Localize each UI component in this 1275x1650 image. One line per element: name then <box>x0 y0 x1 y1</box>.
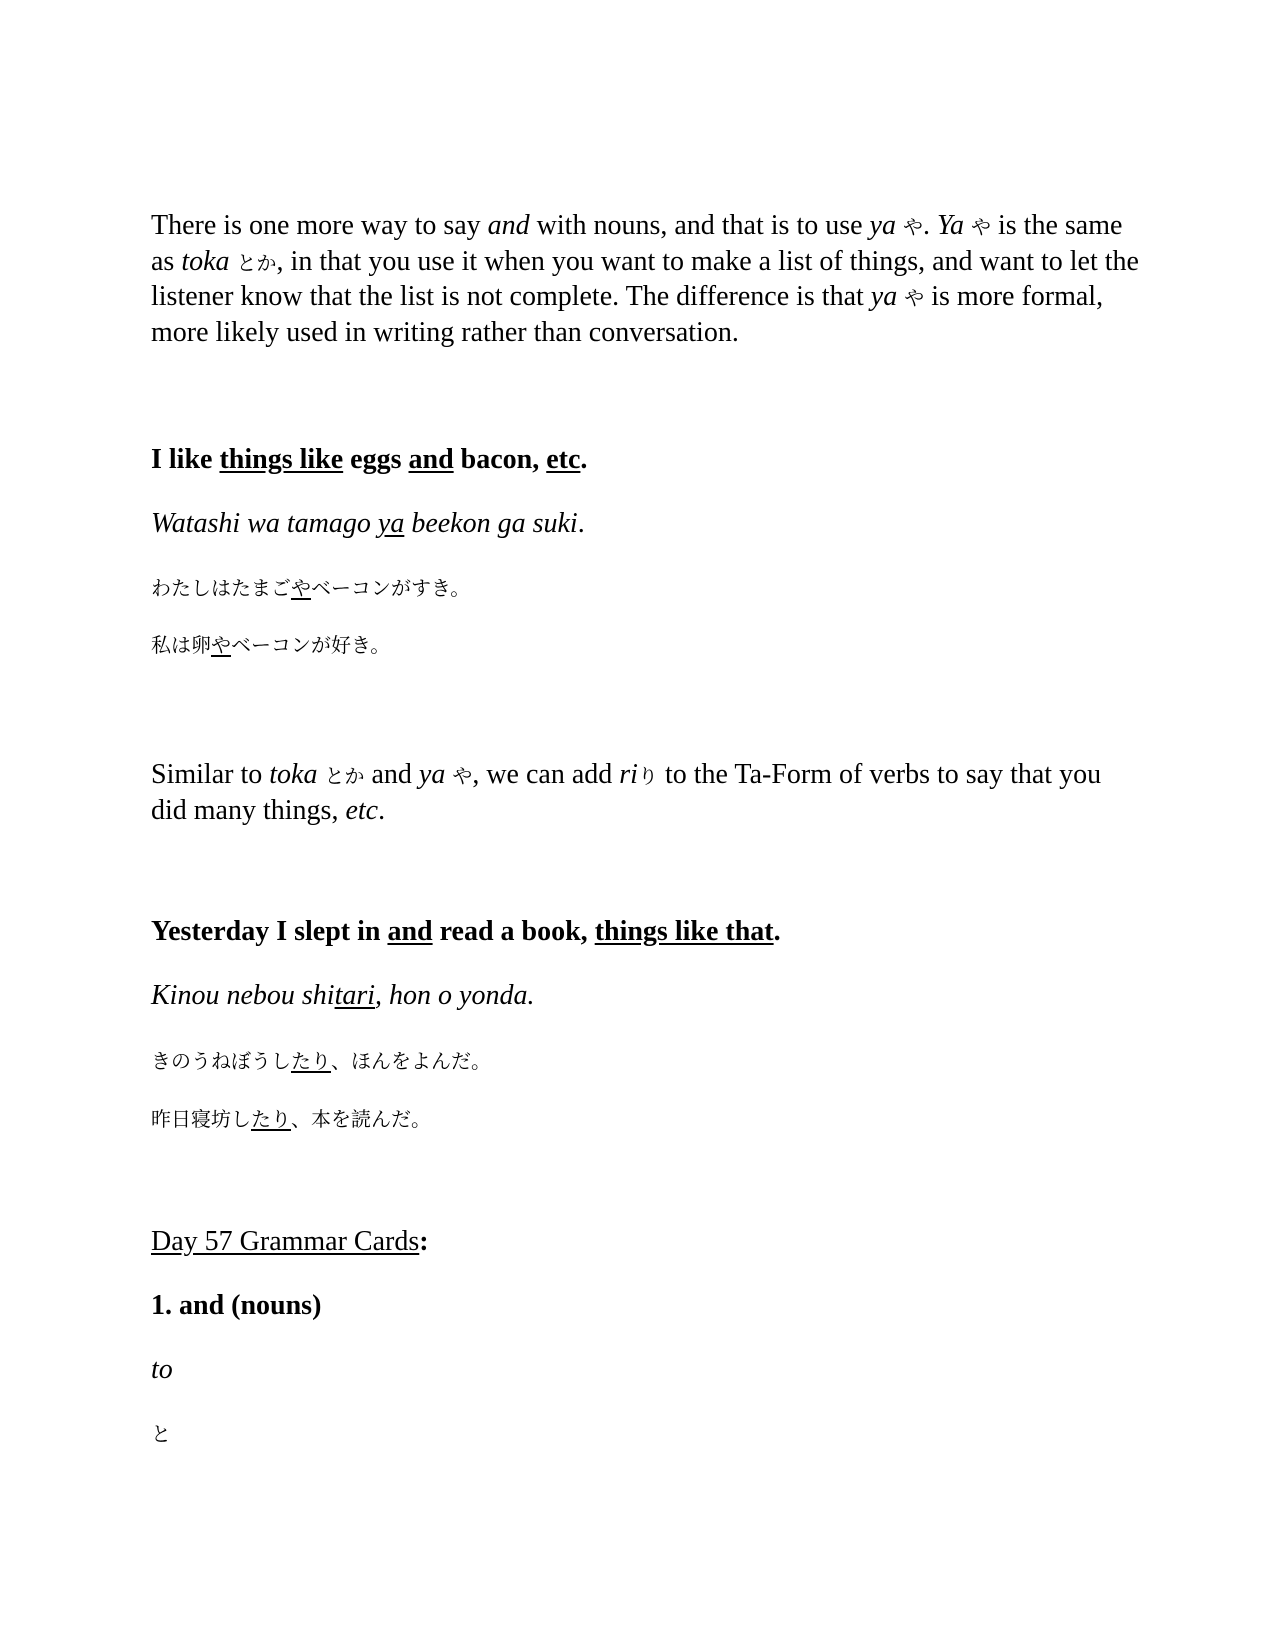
text: to the Ta-Form of verbs to say that you did many things, <box>151 759 1102 826</box>
text: きのうねぼうし <box>151 1049 291 1073</box>
text: 私は卵 <box>151 633 211 657</box>
example1-romaji <box>151 507 1141 541</box>
term-and: and <box>487 210 530 241</box>
text: わたしはたまご <box>151 576 291 600</box>
text: ベーコンがすき。 <box>311 576 471 600</box>
underlined-text: things like that <box>594 916 774 947</box>
colon: : <box>419 1226 429 1257</box>
kana-ya: や <box>902 215 923 239</box>
similar-paragraph <box>151 758 1141 828</box>
term-etc: etc <box>345 794 379 826</box>
term-ya: Ya <box>936 210 964 241</box>
text: with nouns, and that is to use <box>529 210 870 241</box>
text: . <box>378 794 386 826</box>
kana-ya: や <box>971 215 991 239</box>
text: ベーコンが好き。 <box>231 633 391 657</box>
text: I like <box>151 444 220 475</box>
underlined-text: and <box>408 444 454 475</box>
kana-toka: とか <box>324 764 365 788</box>
text: Yesterday I slept in <box>151 916 388 947</box>
kana-toka: とか <box>236 250 277 275</box>
underlined-text: things like <box>219 444 344 475</box>
underlined-text: たり <box>291 1049 331 1073</box>
text: 、ほんをよんだ。 <box>331 1049 491 1073</box>
text: . <box>577 508 585 539</box>
underlined-text: etc <box>546 444 581 475</box>
underlined-text: や <box>211 633 231 657</box>
kana-ri: り <box>637 764 658 788</box>
underlined-text: and <box>387 916 433 947</box>
card-1-kana: と <box>151 1422 171 1446</box>
text: Similar to <box>151 759 270 790</box>
example2-kana <box>151 1047 1141 1075</box>
text: is more formal, more likely used in writing rather than conversation. <box>151 281 1104 348</box>
text: is the same as <box>151 210 1123 277</box>
text: beekon ga suki <box>404 508 578 539</box>
kana-ya: や <box>452 764 473 788</box>
heading-text: Day 57 Grammar Cards <box>151 1226 420 1257</box>
text: Watashi wa tamago <box>151 508 378 539</box>
text: , in that you use it when you want to make a list of things, and want to let the listener know that the list is not complete. The difference is that <box>151 245 1139 312</box>
text: There is one more way to say <box>151 210 488 241</box>
text: , we can add <box>472 759 620 790</box>
example2-english <box>151 915 1141 949</box>
text: read a book, <box>432 916 595 947</box>
text: . <box>773 916 781 947</box>
text: , hon o yonda. <box>375 980 535 1011</box>
text: . <box>580 444 588 475</box>
text: and <box>364 759 419 790</box>
term-ri: ri <box>619 759 638 790</box>
term-toka: toka <box>269 759 318 790</box>
term-ya: ya <box>418 759 446 790</box>
term-toka: toka <box>181 245 230 277</box>
example2-romaji <box>151 979 1141 1013</box>
kana-ya: や <box>904 286 925 310</box>
example1-kanji <box>151 631 1141 659</box>
text: 、本を読んだ。 <box>291 1107 431 1131</box>
underlined-text: tari <box>334 980 376 1011</box>
grammar-cards-heading <box>151 1225 1141 1259</box>
text: Kinou nebou shi <box>151 980 335 1011</box>
text: bacon, <box>453 444 547 475</box>
example2-kanji <box>151 1105 1141 1133</box>
underlined-text: や <box>291 576 311 600</box>
underlined-text: ya <box>377 508 405 539</box>
card-1-romaji: to <box>151 1354 173 1385</box>
example1-english <box>151 443 1141 477</box>
intro-paragraph <box>151 209 1141 350</box>
text: . <box>922 210 937 241</box>
underlined-text: たり <box>251 1107 291 1131</box>
card-1-title: 1. and (nouns) <box>151 1290 322 1321</box>
term-ya: ya <box>870 281 898 312</box>
text: 昨日寝坊し <box>151 1107 251 1131</box>
term-ya: ya <box>869 210 896 241</box>
text: eggs <box>343 444 409 475</box>
example1-kana <box>151 574 1141 602</box>
